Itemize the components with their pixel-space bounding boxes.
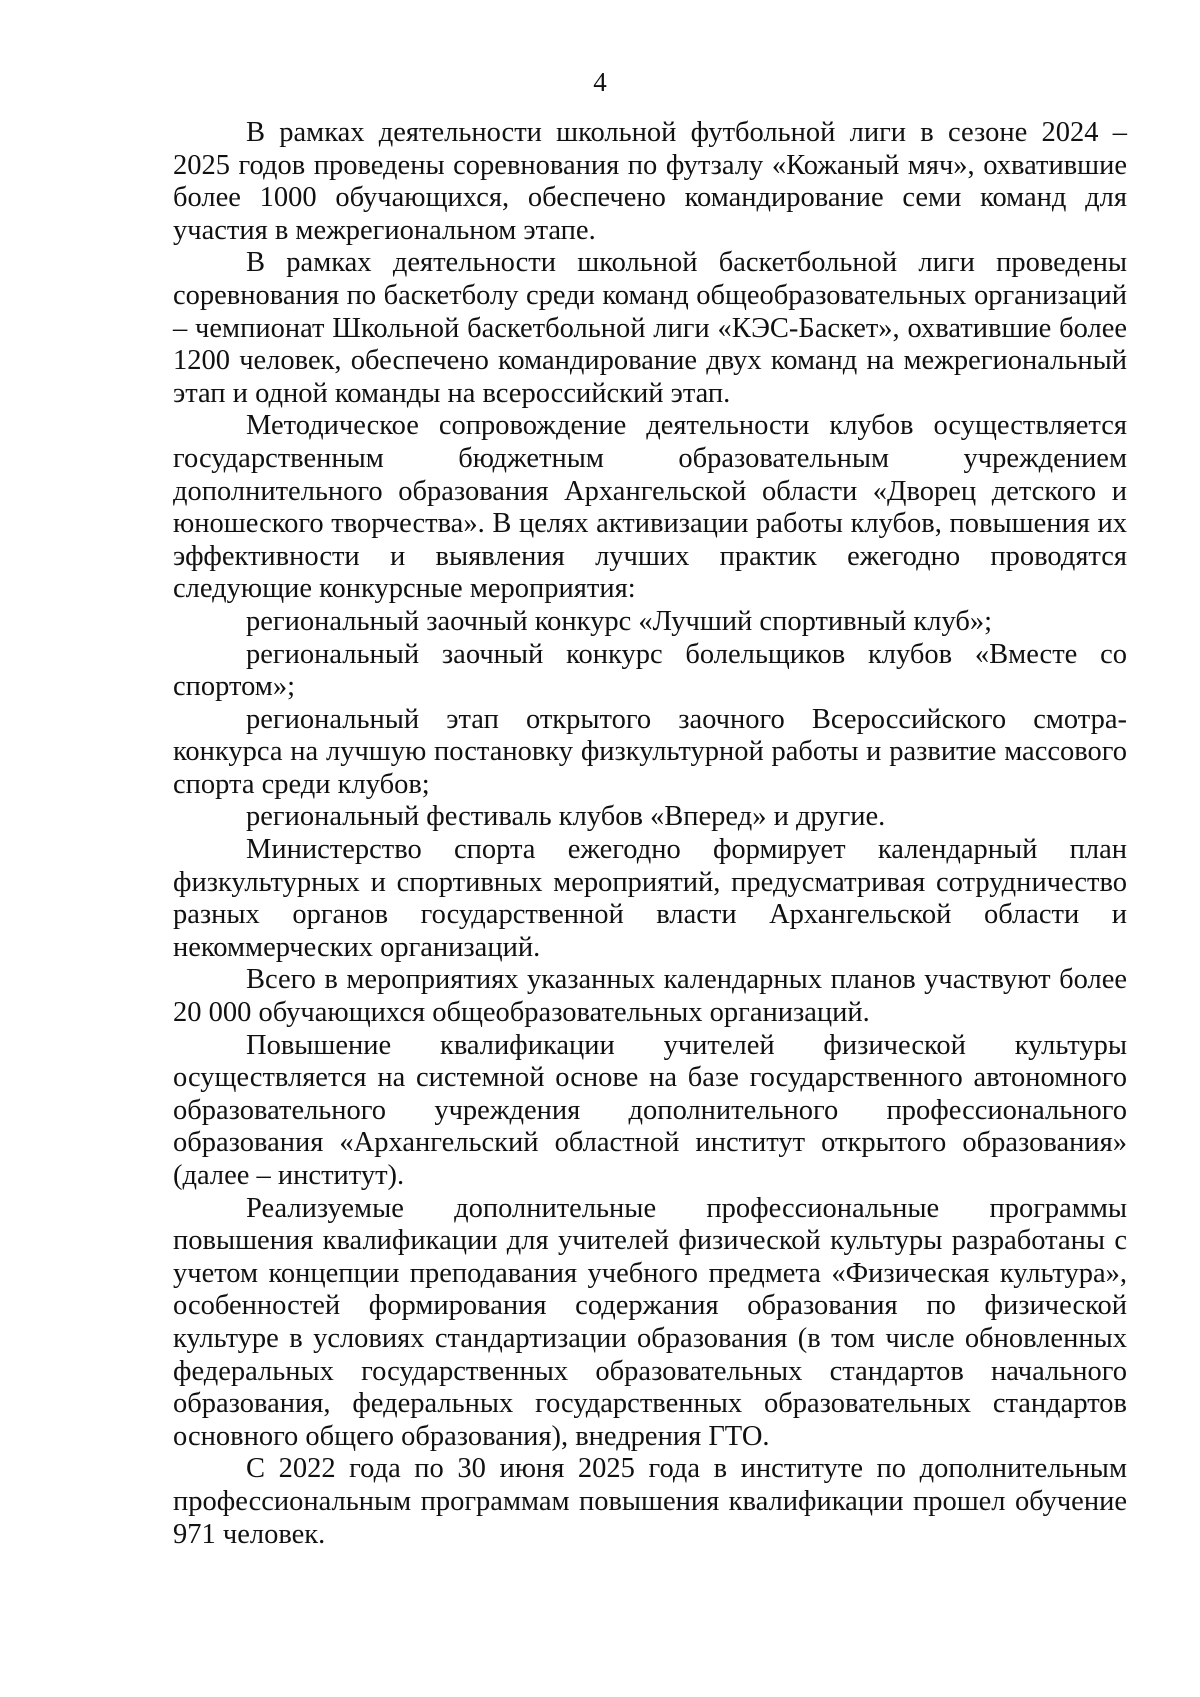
paragraph-ministry-plan: Министерство спорта ежегодно формирует календарный план физкультурных и спортивных мероприятий, предусматривая сотрудничество разных органов государственной власти Архангельской области и некоммерческих организаций. — [173, 834, 1127, 963]
list-item-best-sports-club: региональный заочный конкурс «Лучший спортивный клуб»; — [246, 605, 992, 637]
paragraph-basketball-league: В рамках деятельности школьной баскетбольной лиги проведены соревнования по баскетболу среди команд общеобразовательных организаций – чемпионат Школьной баскетбольной лиги «КЭС-Баскет», охватившие более 1200 человек, обеспечено командирование двух команд на межрегиональный этап и одной команды на всероссийский этап. — [173, 247, 1127, 409]
paragraph-participants: Всего в мероприятиях указанных календарных планов участвуют более 20 000 обучающихся общеобразовательных организаций. — [173, 964, 1127, 1029]
paragraph-programs: Реализуемые дополнительные профессиональные программы повышения квалификации для учителей физической культуры разработаны с учетом концепции преподавания учебного предмета «Физическая культура», особенностей формирования содержания образования по физической культуре в условиях стандартизации образования (в том числе обновленных федеральных государственных образовательных стандартов начального образования, федеральных государственных образовательных стандартов основного общего образования), внедрения ГТО. — [173, 1192, 1127, 1452]
list-item-review-contest: региональный этап открытого заочного Всероссийского смотра-конкурса на лучшую постановку физкультурной работы и развитие массового спорта среди клубов; — [173, 703, 1127, 800]
paragraph-qualification: Повышение квалификации учителей физической культуры осуществляется на системной основе на базе государственного автономного образовательного учреждения дополнительного профессионального образования «Архангельский областной институт открытого образования» (далее – институт). — [173, 1029, 1127, 1191]
document-body — [173, 117, 1127, 1551]
paragraph-football-league: В рамках деятельности школьной футбольной лиги в сезоне 2024 – 2025 годов проведены соревнования по футзалу «Кожаный мяч», охватившие более 1000 обучающихся, обеспечено командирование семи команд для участия в межрегиональном этапе. — [173, 117, 1127, 246]
list-item-fans-contest: региональный заочный конкурс болельщиков клубов «Вместе со спортом»; — [173, 638, 1127, 703]
paragraph-trained-count: С 2022 года по 30 июня 2025 года в институте по дополнительным профессиональным программам повышения квалификации прошел обучение 971 человек. — [173, 1453, 1127, 1550]
page-number: 4 — [593, 67, 607, 97]
list-item-festival: региональный фестиваль клубов «Вперед» и другие. — [246, 801, 886, 833]
paragraph-methodical-support: Методическое сопровождение деятельности клубов осуществляется государственным бюджетным образовательным учреждением дополнительного образования Архангельской области «Дворец детского и юношеского творчества». В целях активизации работы клубов, повышения их эффективности и выявления лучших практик ежегодно проводятся следующие конкурсные мероприятия: — [173, 410, 1127, 605]
